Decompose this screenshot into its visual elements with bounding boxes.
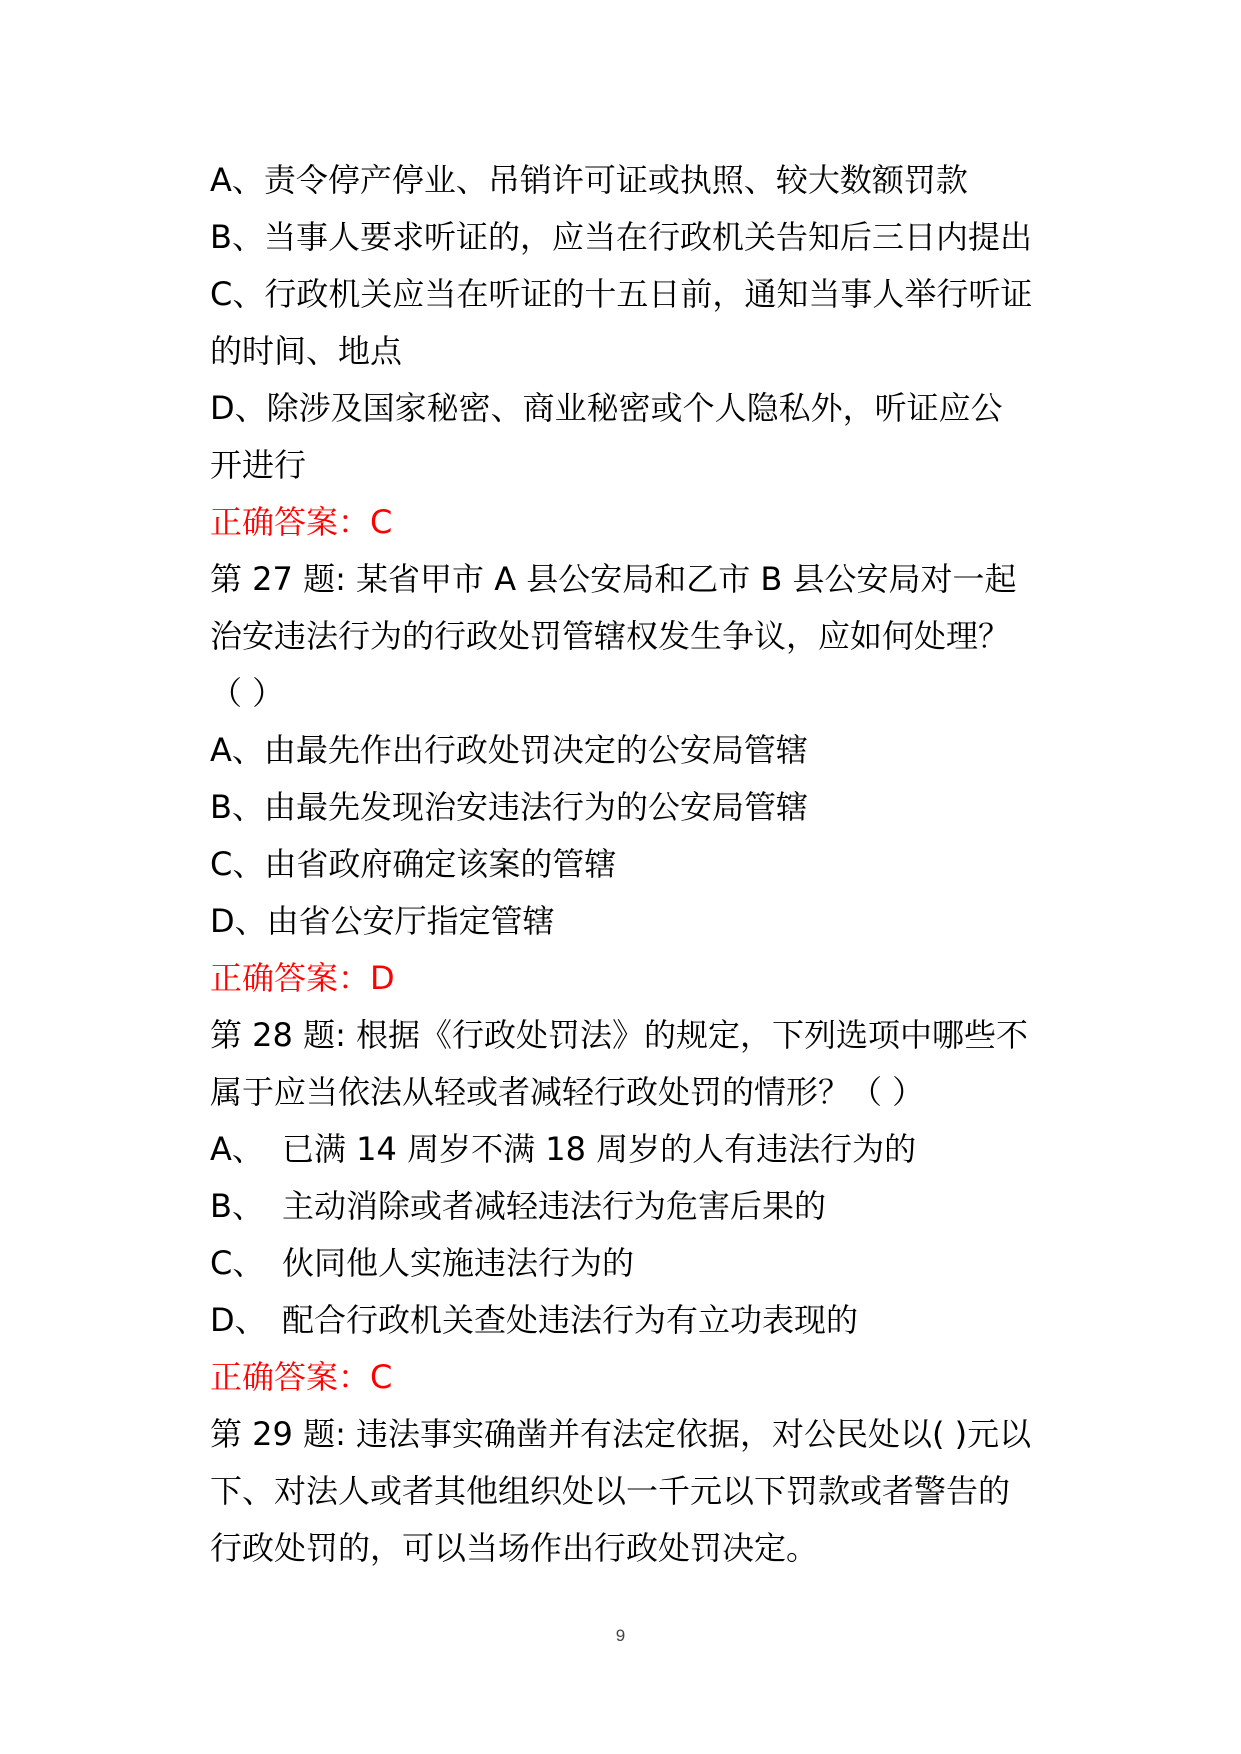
q28-option-b-label: B、 [210, 1187, 264, 1225]
q27-stem-line3: （ ） [210, 674, 285, 712]
q26-option-d-line2: 开进行 [210, 446, 307, 484]
q27-option-d: D、由省公安厅指定管辖 [210, 902, 555, 940]
q26-option-d-line1: D、除涉及国家秘密、商业秘密或个人隐私外，听证应公 [210, 389, 1003, 427]
q28-stem-line1: 第 28 题: 根据《行政处罚法》的规定，下列选项中哪些不 [210, 1016, 1029, 1054]
q26-option-c-line1: C、行政机关应当在听证的十五日前，通知当事人举行听证 [210, 275, 1033, 313]
q28-option-b [210, 1178, 1050, 1235]
page-number: 9 [615, 1626, 626, 1645]
q27-option-a: A、由最先作出行政处罚决定的公安局管辖 [210, 731, 808, 769]
q27-option-b: B、由最先发现治安违法行为的公安局管辖 [210, 788, 808, 826]
q28-option-c [210, 1235, 1050, 1292]
q28-option-a-label: A、 [210, 1130, 264, 1168]
q29-stem-line2: 下、对法人或者其他组织处以一千元以下罚款或者警告的 [210, 1472, 1011, 1510]
q28-option-d [210, 1292, 1050, 1349]
q26-option-c-line2: 的时间、地点 [210, 332, 403, 370]
q28-option-d-label: D、 [210, 1301, 267, 1339]
q27-stem-line2: 治安违法行为的行政处罚管辖权发生争议，应如何处理？ [210, 617, 1011, 655]
q28-option-a [210, 1121, 1050, 1178]
q27-option-c: C、由省政府确定该案的管辖 [210, 845, 617, 883]
q29-stem-line1: 第 29 题: 违法事实确凿并有法定依据，对公民处以( )元以 [210, 1415, 1032, 1453]
q28-option-d-text: 配合行政机关查处违法行为有立功表现的 [282, 1301, 859, 1339]
q28-option-c-label: C、 [210, 1244, 265, 1282]
q27-correct-answer: 正确答案：D [210, 959, 395, 997]
q26-option-a: A、责令停产停业、吊销许可证或执照、较大数额罚款 [210, 161, 968, 199]
page-content [210, 152, 1050, 1577]
q28-option-a-text: 已满 14 周岁不满 18 周岁的人有违法行为的 [282, 1130, 917, 1168]
q28-stem-line2: 属于应当依法从轻或者减轻行政处罚的情形？（ ） [210, 1073, 925, 1111]
q27-stem-line1: 第 27 题: 某省甲市 A 县公安局和乙市 B 县公安局对一起 [210, 560, 1017, 598]
q26-correct-answer: 正确答案：C [210, 503, 393, 541]
q28-option-b-text: 主动消除或者减轻违法行为危害后果的 [282, 1187, 827, 1225]
q29-stem-line3: 行政处罚的，可以当场作出行政处罚决定。 [210, 1529, 819, 1567]
q28-option-c-text: 伙同他人实施违法行为的 [282, 1244, 635, 1282]
q28-correct-answer: 正确答案：C [210, 1358, 393, 1396]
q26-option-b: B、当事人要求听证的，应当在行政机关告知后三日内提出 [210, 218, 1032, 256]
